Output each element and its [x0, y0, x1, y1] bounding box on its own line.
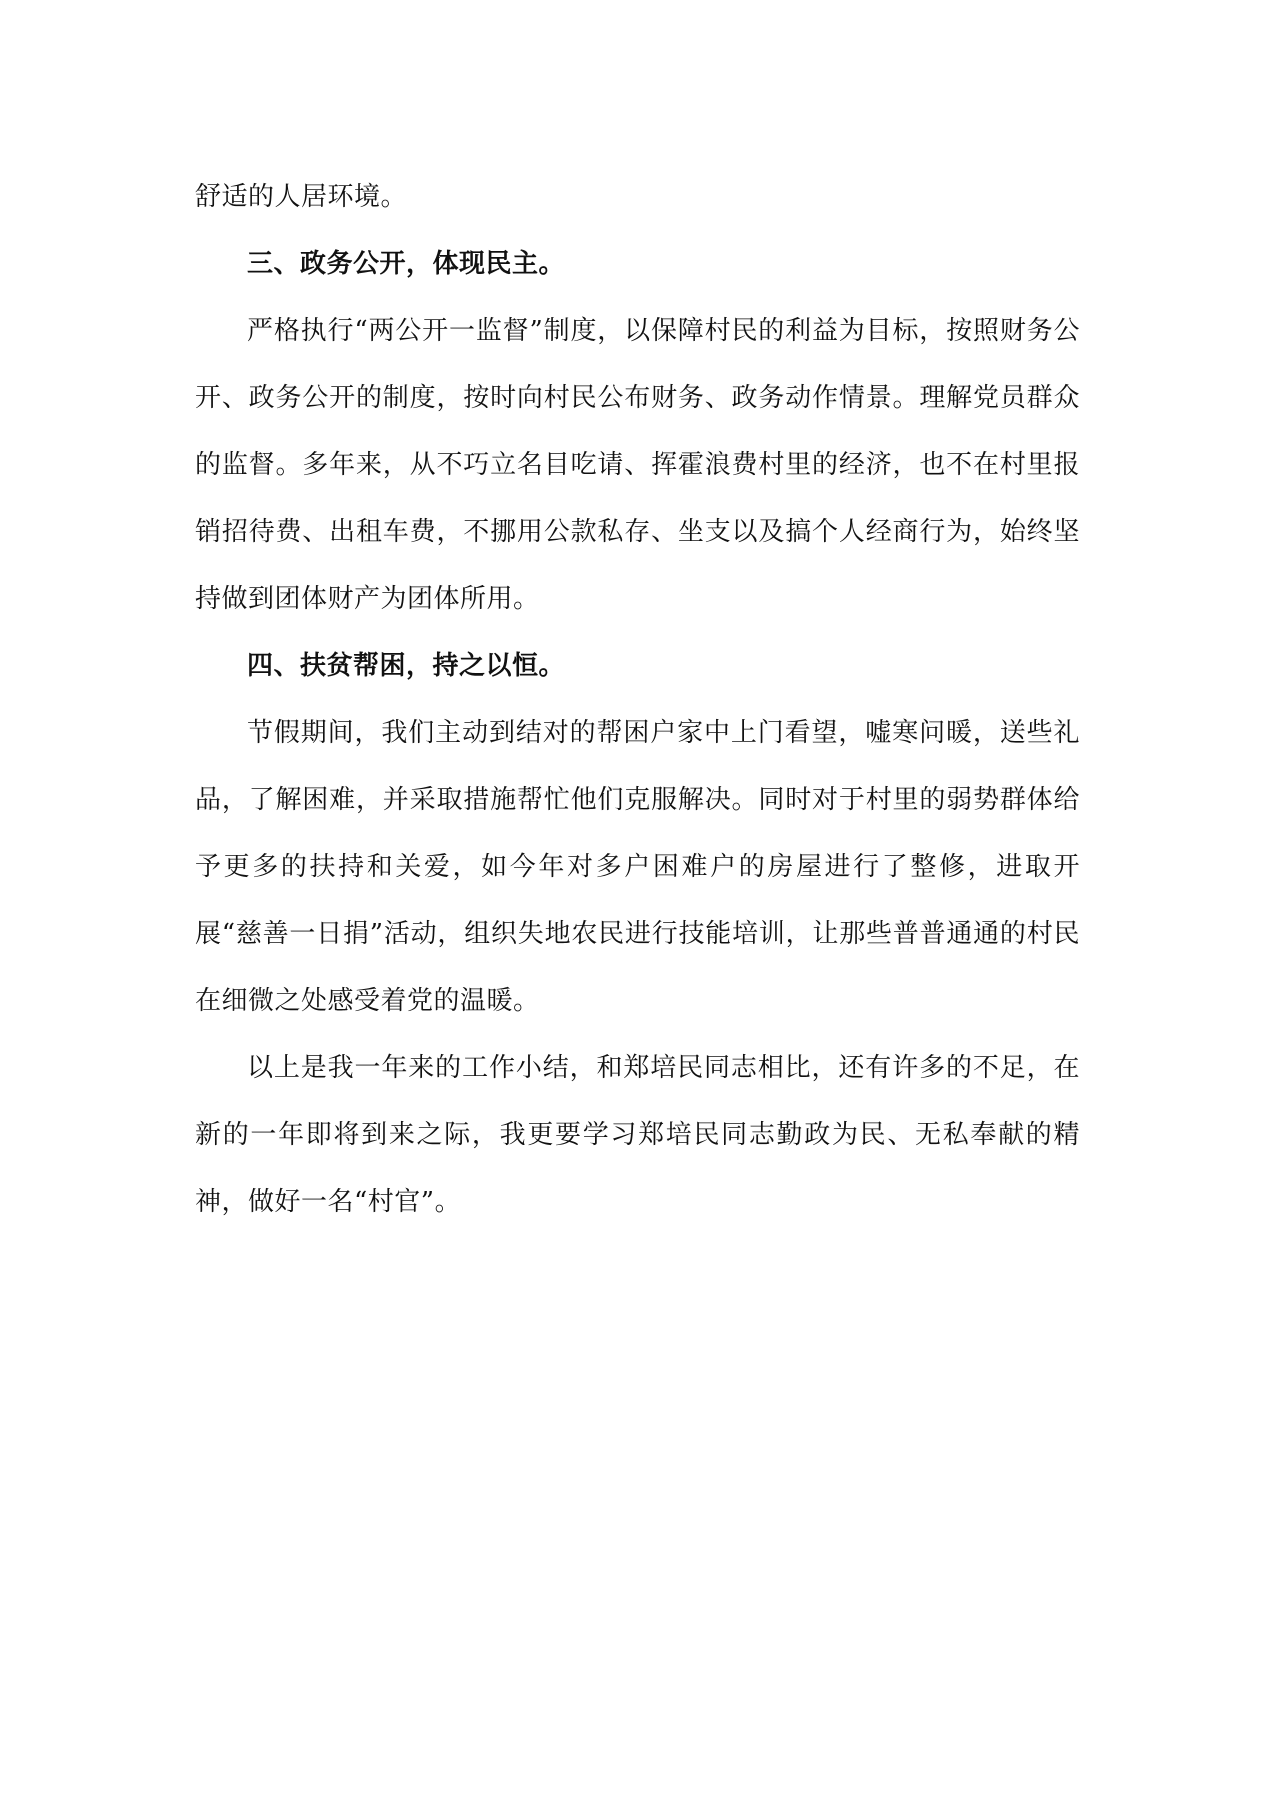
paragraph-poverty-relief: 节假期间，我们主动到结对的帮困户家中上门看望，嘘寒问暖，送些礼品，了解困难，并采取措施帮忙他们克服解决。同时对于村里的弱势群体给予更多的扶持和关爱，如今年对多户困难户的房屋进行了整修，进取开展“慈善一日捐”活动，组织失地农民进行技能培训，让那些普普通通的村民在细微之处感受着党的温暖。	[195, 718, 1080, 1016]
section-heading-3: 三、政务公开，体现民主。	[247, 249, 566, 279]
paragraph-continuation: 舒适的人居环境。	[195, 182, 408, 212]
section-heading-4: 四、扶贫帮困，持之以恒。	[247, 651, 566, 681]
document-body	[195, 164, 1080, 1236]
paragraph-conclusion: 以上是我一年来的工作小结，和郑培民同志相比，还有许多的不足，在新的一年即将到来之际，我更要学习郑培民同志勤政为民、无私奉献的精神，做好一名“村官”。	[195, 1053, 1080, 1217]
paragraph-transparency: 严格执行“两公开一监督”制度，以保障村民的利益为目标，按照财务公开、政务公开的制度，按时向村民公布财务、政务动作情景。理解党员群众的监督。多年来，从不巧立名目吃请、挥霍浪费村里的经济，也不在村里报销招待费、出租车费，不挪用公款私存、坐支以及搞个人经商行为，始终坚持做到团体财产为团体所用。	[195, 316, 1080, 614]
